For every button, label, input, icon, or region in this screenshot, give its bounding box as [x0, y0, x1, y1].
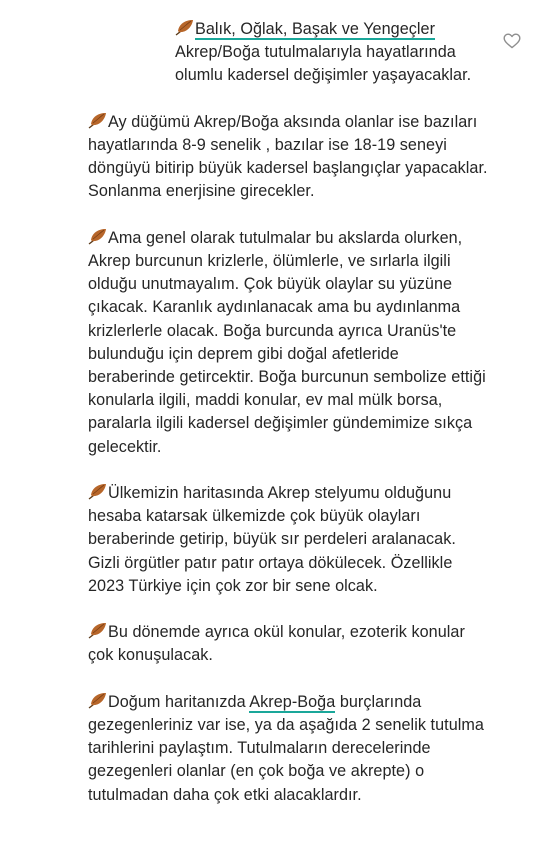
- caption-paragraph-1: [88, 18, 488, 88]
- fallen-leaf-icon: [88, 112, 107, 129]
- caption-paragraph-3: [88, 227, 488, 459]
- caption-text: burçlarında gezegenleriniz var ise, ya da aşağıda 2 senelik tutulma tarihlerini paylaştım. Tutulmaların derecelerinde gezegenleri olanlar (en çok boğa ve akrepte) o tutulmadan daha çok etki alacaklardır.: [88, 692, 484, 804]
- fallen-leaf-icon: [175, 19, 194, 36]
- caption-paragraph-6: [88, 691, 488, 807]
- caption-text: Ama genel olarak tutulmalar bu akslarda olurken, Akrep burcunun krizlerle, ölümlerle, ve sırlarla ilgili olduğu unutmayalım. Çok büyük olaylar su yüzüne çıkacak. Karanlık aydınlanacak ama bu aydınlanma krizlerlerle olacak. Boğa burcunda ayrıca Uranüs'te bulunduğu için deprem gibi doğal afetleride beraberinde getircektir. Boğa burcunun sembolize ettiği konularla ilgili, maddi konular, ev mal mülk borsa, paralarla ilgili kadersel değişimler gündemimize sıkça gelecektir.: [88, 228, 486, 456]
- caption-text: Ülkemizin haritasında Akrep stelyumu olduğunu hesaba katarsak ülkemizde çok büyük olayları beraberinde getirip, büyük sır perdeleri aralanacak. Gizli örgütler patır patır ortaya dökülecek. Özellikle 2023 Türkiye için çok zor bir sene olcak.: [88, 484, 456, 595]
- caption-paragraph-5: [88, 621, 488, 667]
- like-button[interactable]: [503, 33, 521, 49]
- fallen-leaf-icon: [88, 228, 107, 245]
- highlighted-signs-text: Balık, Oğlak, Başak ve Yengeçler: [195, 20, 436, 38]
- caption-text: Akrep/Boğa tutulmalarıyla hayatlarında olumlu kadersel değişimler yaşayacaklar.: [175, 43, 472, 85]
- highlighted-signs-text: Akrep-Boğa: [249, 692, 336, 711]
- heart-icon: [503, 33, 521, 49]
- fallen-leaf-icon: [88, 622, 107, 639]
- caption-paragraph-4: [88, 482, 488, 598]
- caption-text: Doğum haritanızda: [108, 692, 250, 711]
- caption-text: Bu dönemde ayrıca okül konular, ezoterik konular çok konuşulacak.: [88, 623, 465, 665]
- caption-text: Ay düğümü Akrep/Boğa aksında olanlar ise bazıları hayatlarında 8-9 senelik , bazılar ise 18-19 seneyi döngüyü bitirip büyük kadersel başlangıçlar yapacaklar. Sonlanma enerjisine girecekler.: [88, 112, 488, 201]
- fallen-leaf-icon: [88, 692, 107, 709]
- post-caption: [88, 18, 488, 830]
- fallen-leaf-icon: [88, 483, 107, 500]
- caption-paragraph-2: [88, 111, 488, 204]
